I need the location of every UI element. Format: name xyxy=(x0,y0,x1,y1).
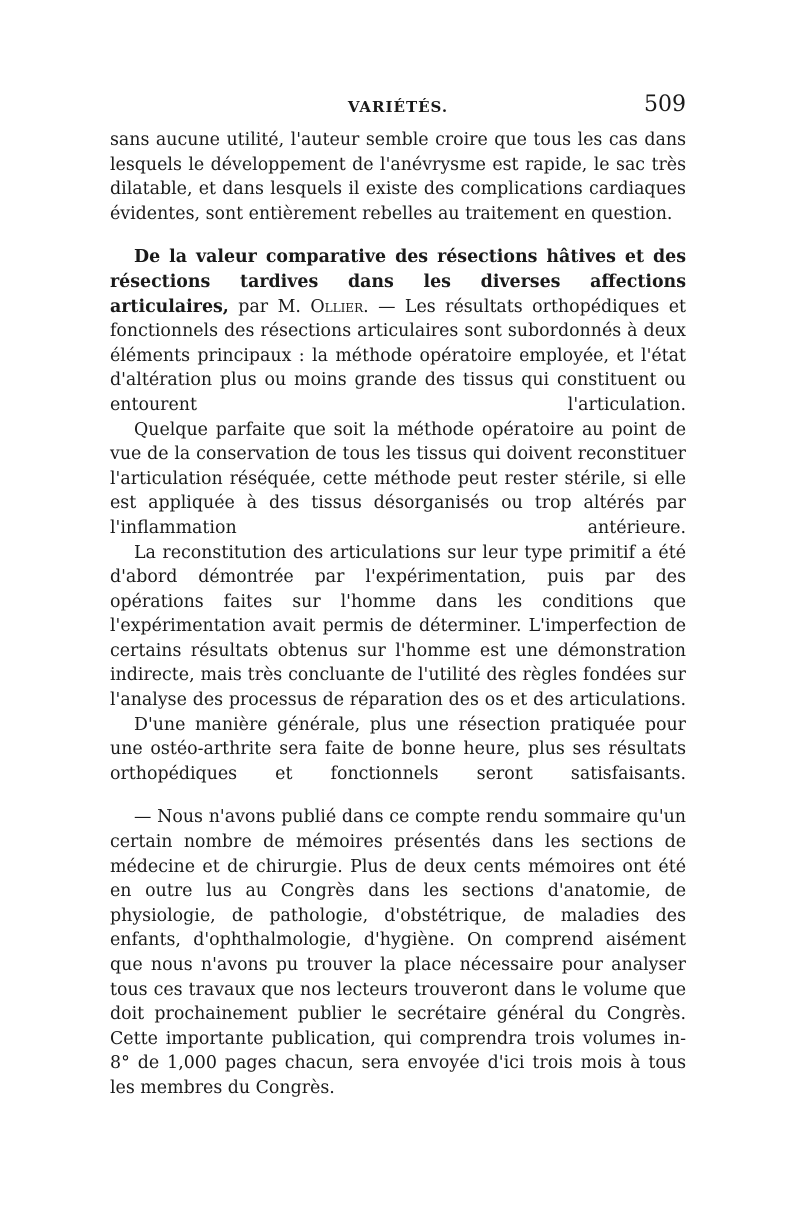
paragraph-conclusion xyxy=(110,713,686,787)
paragraph-text: — Nous n'avons publié dans ce compte rendu sommaire qu'un certain nombre de mémoires présentés dans les sections de médecine et de chirurgie. Plus de deux cents mémoires ont été en outre lus au Congrès dans les sections d'anatomie, de physiologie, de pathologie, d'obstétrique, de maladies des enfants, d'ophthalmologie, d'hygiène. On comprend aisément que nous n'avons pu trouver la place nécessaire pour analyser tous ces travaux que nos lecteurs trouveront dans le volume que doit prochainement publier le secrétaire général du Congrès. Cette importante publication, qui comprendra trois volumes in-8° de 1,000 pages chacun, sera envoyée d'ici trois mois à tous les membres du Congrès. xyxy=(110,807,686,1098)
book-page xyxy=(110,92,686,1101)
paragraph-reconstitution xyxy=(110,541,686,713)
paragraph-congress-note xyxy=(110,805,686,1100)
author-prefix: par M. xyxy=(228,296,311,317)
paragraph-text: sans aucune utilité, l'auteur semble croire que tous les cas dans lesquels le développement de l'anévrysme est rapide, le sac très dilatable, et dans lesquels il existe des complications cardiaques évidentes, sont entièrement rebelles au traitement en question. xyxy=(110,130,686,224)
running-header xyxy=(110,92,686,128)
paragraph-article-heading xyxy=(110,245,686,417)
paragraph-text: D'une manière générale, plus une résection pratiquée pour une ostéo-arthrite sera faite de bonne heure, plus ses résultats orthopédiques et fonctionnels seront satisfaisants. xyxy=(110,714,686,784)
paragraph-continuation xyxy=(110,128,686,226)
author-name: Ollier xyxy=(310,296,364,317)
page-number: 509 xyxy=(644,92,686,117)
paragraph-text: . — Les résultats orthopédiques et fonctionnels des résections articulaires sont subordonnés à deux éléments principaux : la méthode opératoire employée, et l'état d'altération plus ou moins grande des tissus qui constituent ou entourent l'articulation. xyxy=(110,296,687,415)
paragraph-text: Quelque parfaite que soit la méthode opératoire au point de vue de la conservation de tous les tissus qui doivent reconstituer l'articulation réséquée, cette méthode peut rester stérile, si elle est appliquée à des tissus désorganisés ou trop altérés par l'inflammation antérieure. xyxy=(110,419,686,538)
paragraph-method xyxy=(110,418,686,541)
article-heading: De la valeur comparative des résections hâtives et des résections tardives dans les diverses affections articulaires, xyxy=(110,247,686,317)
paragraph-text: La reconstitution des articulations sur leur type primitif a été d'abord démontrée par l'expérimentation, puis par des opérations faites sur l'homme dans les conditions que l'expérimentation avait permis de déterminer. L'imperfection de certains résultats obtenus sur l'homme est une démonstration indirecte, mais très concluante de l'utilité des règles fondées sur l'analyse des processus de réparation des os et des articulations. xyxy=(110,542,686,711)
running-title: VARIÉTÉS. xyxy=(347,98,449,116)
